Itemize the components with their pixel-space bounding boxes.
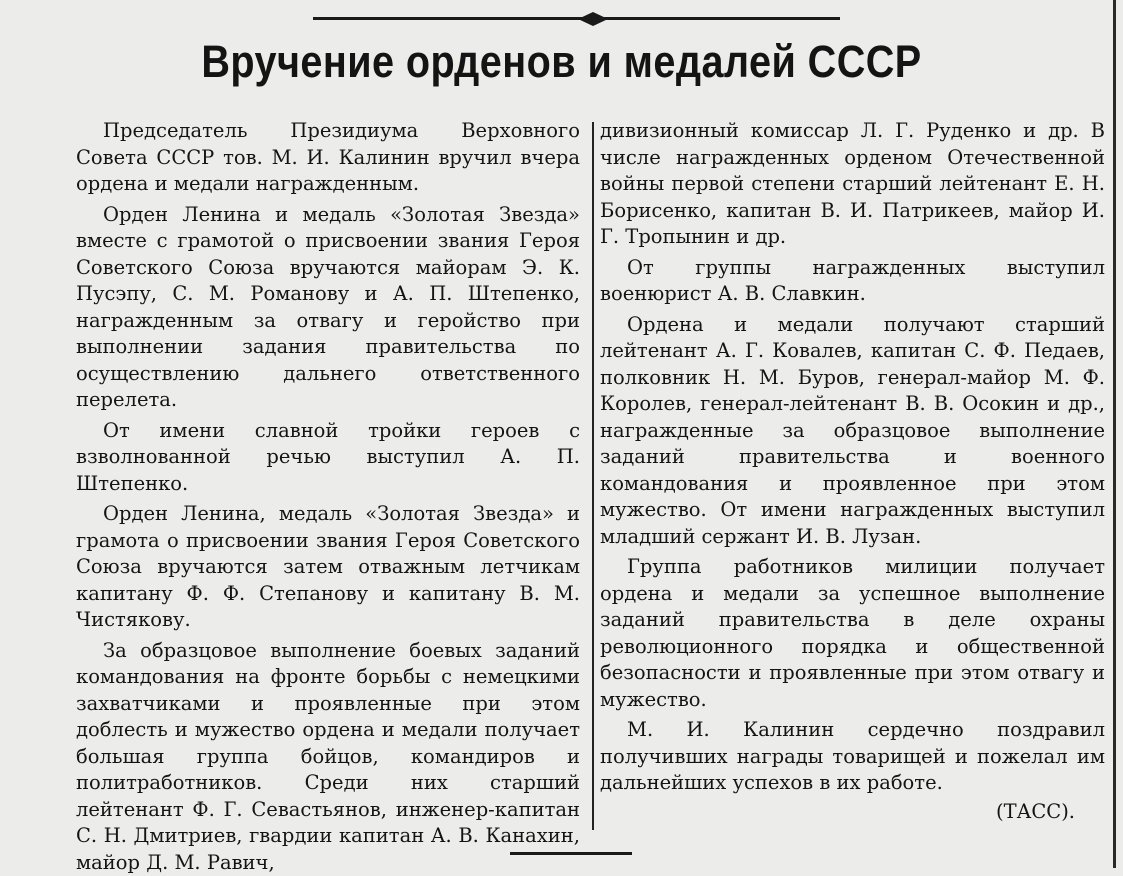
paragraph: За образцовое выполнение боевых заданий командования на фронте борьбы с немецкими захватчиками и проявленные при этом доблесть и мужество ордена и медали получает большая группа бойцов, командиров и политработников. Среди них старший лейтенант Ф. Г. Севастьянов, инженер-капитан С. Н. Дмитриев, гвардии капитан А. В. Канахин, майор Д. М. Равич,: [76, 638, 580, 876]
paragraph: Председатель Президиума Верховного Совета СССР тов. М. И. Калинин вручил вчера ордена и медали награжденным.: [76, 118, 580, 198]
article-title: Вручение орденов и медалей СССР: [67, 36, 1055, 88]
right-column: [600, 118, 1105, 825]
bottom-rule: [510, 852, 632, 855]
paragraph: Орден Ленина и медаль «Золотая Звезда» вместе с грамотой о присвоении звания Героя Советского Союза вручаются майорам Э. К. Пусэпу, С. М. Романову и А. П. Штепенко, награжденным за отвагу и геройство при выполнении задания правительства по осуществлению дальнего ответственного перелета.: [76, 202, 580, 414]
paragraph: дивизионный комиссар Л. Г. Руденко и др. В числе награжденных орденом Отечественной войны первой степени старший лейтенант Е. Н. Борисенко, капитан В. И. Патрикеев, майор И. Г. Тропынин и др.: [600, 118, 1105, 251]
column-divider: [592, 122, 594, 830]
paragraph: М. И. Калинин сердечно поздравил получивших награды товарищей и пожелал им дальнейших успехов в их работе.: [600, 717, 1105, 797]
news-agency-credit: (ТАСС).: [600, 799, 1105, 826]
diamond-ornament-icon: [578, 9, 608, 29]
page-edge-rule: [1113, 0, 1116, 868]
paragraph: Ордена и медали получают старший лейтенант А. Г. Ковалев, капитан С. Ф. Педаев, полковник Н. М. Буров, генерал-майор М. Ф. Королев, генерал-лейтенант В. В. Осокин и др., награжденные за образцовое выполнение заданий правительства и военного командования и проявленное при этом мужество. От имени награжденных выступил младший сержант И. В. Лузан.: [600, 312, 1105, 551]
left-column: [76, 118, 580, 876]
top-rule: [313, 17, 840, 20]
paragraph: От группы награжденных выступил военюрист А. В. Славкин.: [600, 255, 1105, 308]
paragraph: От имени славной тройки героев с взволнованной речью выступил А. П. Штепенко.: [76, 418, 580, 498]
paragraph: Орден Ленина, медаль «Золотая Звезда» и грамота о присвоении звания Героя Советского Союза вручаются затем отважным летчикам капитану Ф. Ф. Степанову и капитану В. М. Чистякову.: [76, 501, 580, 634]
paragraph: Группа работников милиции получает ордена и медали за успешное выполнение заданий правительства в деле охраны революционного порядка и общественной безопасности и проявленные при этом отвагу и мужество.: [600, 554, 1105, 713]
